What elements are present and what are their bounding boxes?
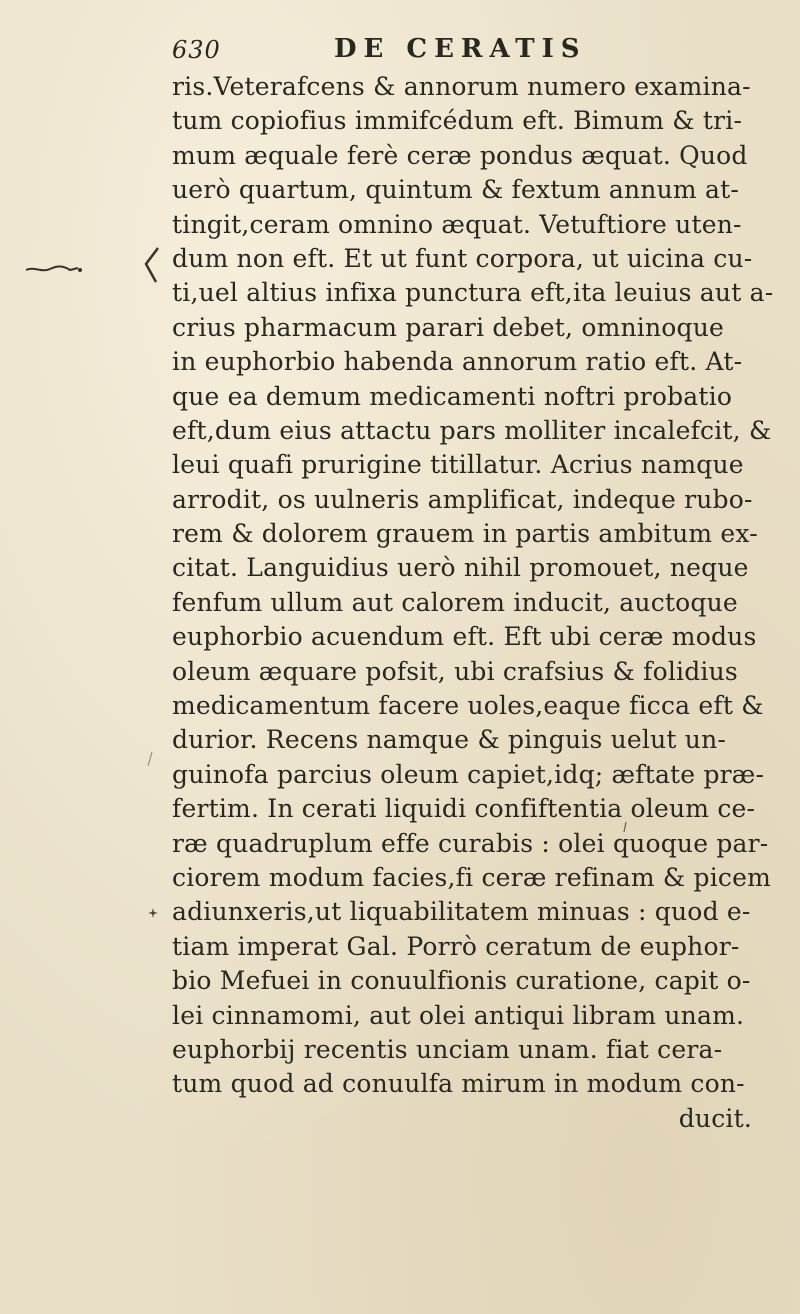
text-line: ris.Veterafcens & annorum numero examina- [172,72,751,101]
catchword: ducit. [678,1103,752,1133]
ink-speck [146,752,154,766]
text-line: tum copiofius immifcédum eft. Bimum & tri- [172,106,743,136]
text-line: rem & dolorem grauem in partis ambitum ex- [172,519,758,549]
text-line: tiam imperat Gal. Porrò ceratum de euphor- [172,931,740,961]
page-number: 630 [172,36,221,64]
page-header [168,30,608,72]
text-line: crius pharmacum parari debet, omninoque [172,312,725,342]
text-line: ræ quadruplum effe curabis : olei quoque par- [172,828,769,858]
body-text [172,70,782,1136]
text-line: arrodit, os uulneris amplificat, indeque rubo- [172,484,753,514]
text-line: ciorem modum facies,fi ceræ refinam & picem [172,862,772,892]
text-line: fenfum ullum aut calorem inducit, auctoque [172,587,738,617]
ink-speck [148,908,158,918]
text-line: ti,uel altius infixa punctura eft,ita leuius aut a- [172,278,774,308]
text-line: uerò quartum, quintum & fextum annum at- [172,175,739,205]
text-line: tum quod ad conuulfa mirum in modum con- [172,1069,745,1099]
text-line: tingit,ceram omnino æquat. Vetuftiore uten- [172,209,742,239]
marginal-pen-mark [24,262,84,276]
text-line: mum æquale ferè ceræ pondus æquat. Quod [172,140,748,170]
text-line: euphorbio acuendum eft. Eft ubi ceræ modus [172,622,757,652]
text-line: lei cinnamomi, aut olei antiqui libram unam. [172,1000,745,1030]
ink-speck [622,822,628,832]
text-line: que ea demum medicamenti noftri probatio [172,381,733,411]
text-line: bio Mefuei in conuulfionis curatione, capit o- [172,966,751,996]
text-line: citat. Languidius uerò nihil promouet, neque [172,553,749,583]
text-line: guinofa parcius oleum capiet,idq; æftate præ- [172,759,765,789]
text-line: euphorbij recentis unciam unam. fiat cera- [172,1034,723,1064]
text-line: fertim. In cerati liquidi confiftentia oleum ce- [172,794,756,824]
text-line: eft,dum eius attactu pars molliter incalefcit, & [172,415,772,445]
text-line: oleum æquare pofsit, ubi crafsius & folidius [172,656,738,686]
text-line: durior. Recens namque & pinguis uelut un- [172,725,727,755]
text-line: medicamentum facere uoles,eaque ficca eft & [172,691,764,721]
text-line: in euphorbio habenda annorum ratio eft. At- [172,347,743,377]
text-line: leui quafi prurigine titillatur. Acrius namque [172,450,744,480]
text-line: dum non eft. Et ut funt corpora, ut uicina cu- [172,243,753,273]
marginal-bracket-mark [140,246,162,286]
text-line: adiunxeris,ut liquabilitatem minuas : quod e- [172,897,751,927]
running-head: DE CERATIS [334,34,587,64]
